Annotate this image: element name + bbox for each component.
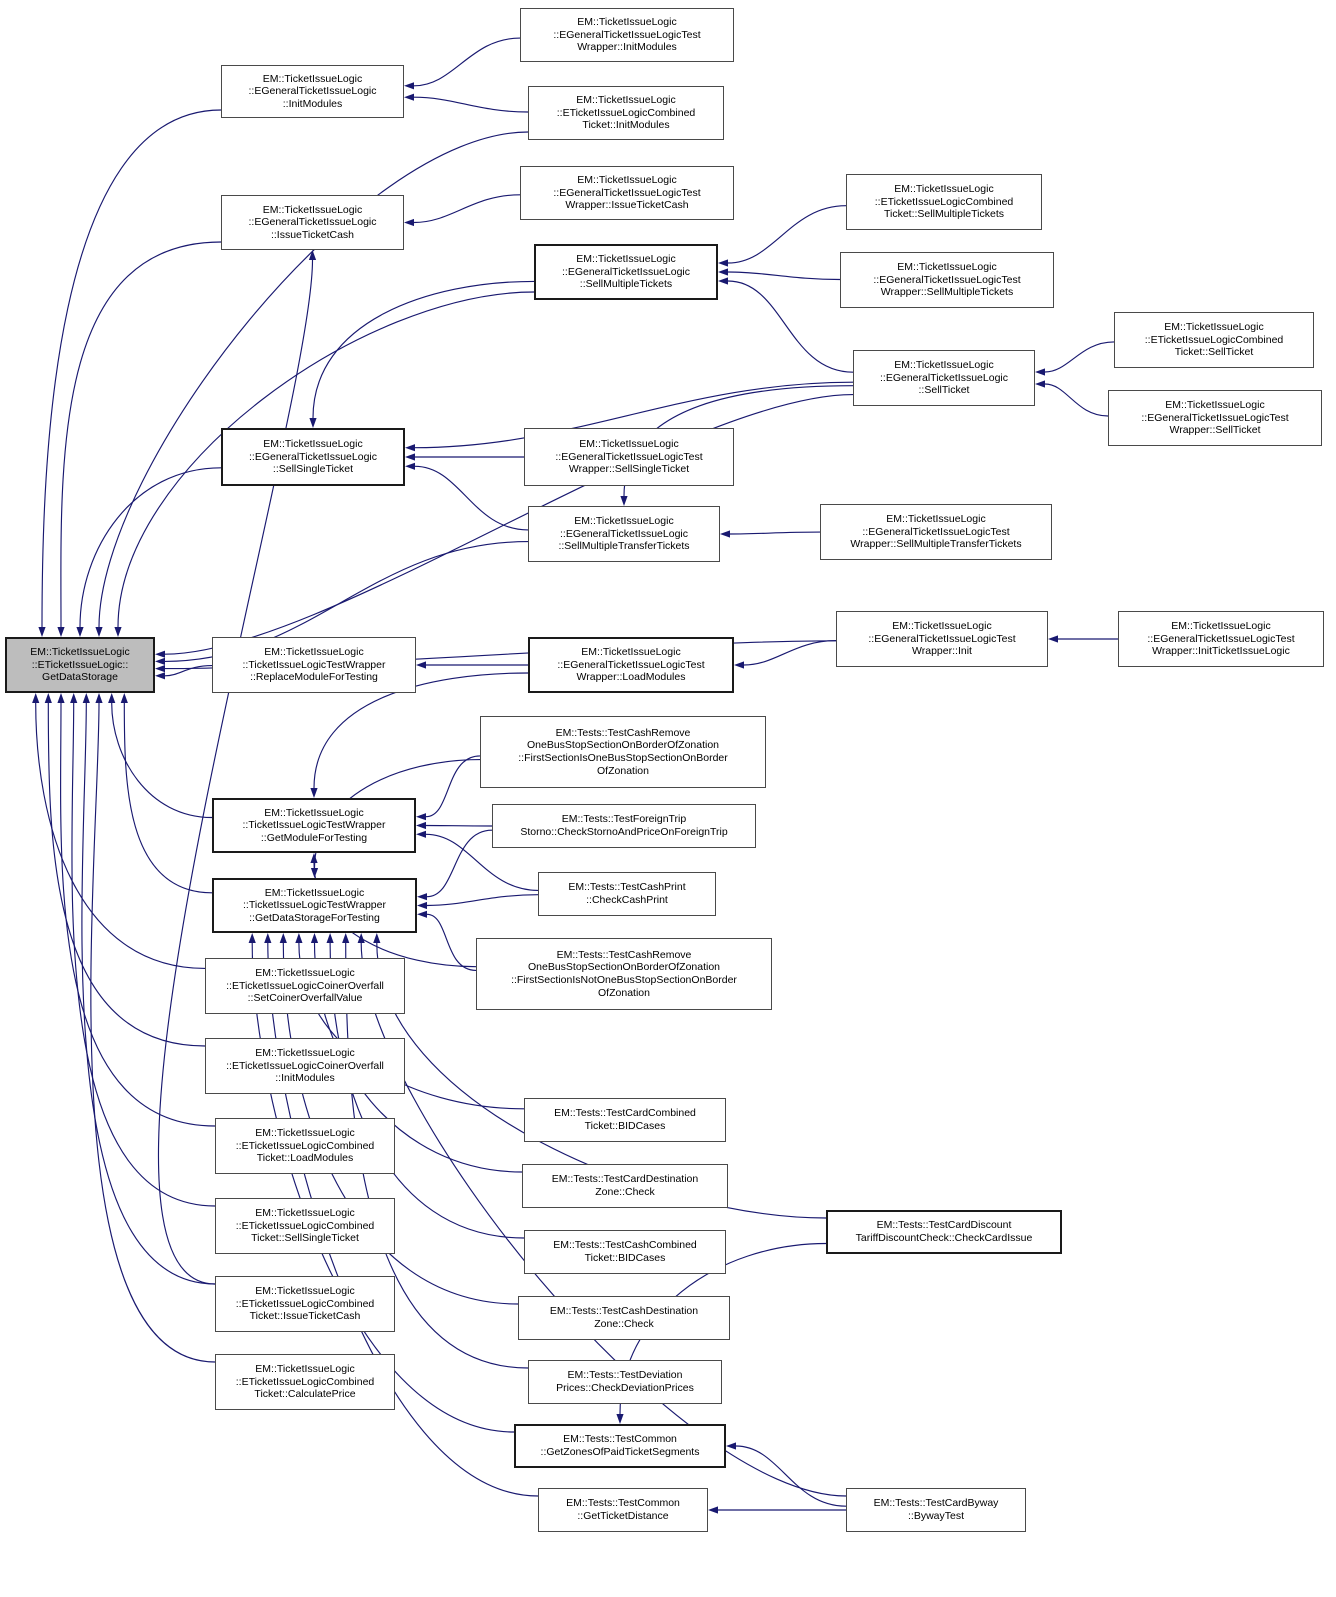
- graph-node-label-line: EM::TicketIssueLogic: [894, 359, 994, 372]
- graph-node-label-line: Wrapper::SellTicket: [1169, 424, 1261, 437]
- call-edge-arrowhead: [249, 933, 256, 943]
- graph-node-gSellSingle[interactable]: [221, 428, 405, 486]
- call-edge-arrowhead: [416, 831, 426, 838]
- call-edge-arrowhead: [620, 496, 627, 506]
- graph-node-label-line: ::EGeneralTicketIssueLogic: [561, 265, 690, 278]
- call-edge-arrowhead: [417, 893, 427, 900]
- call-edge-cashRemove2-to-getDataStorageT: [427, 914, 476, 970]
- graph-node-getZones[interactable]: [514, 1424, 726, 1468]
- graph-node-gIssue[interactable]: [221, 195, 404, 250]
- graph-node-gSellMulti[interactable]: [534, 244, 718, 300]
- call-edge-arrowhead: [57, 693, 64, 703]
- graph-node-label-line: Zone::Check: [594, 1318, 654, 1330]
- graph-node-label-line: EM::TicketIssueLogic: [579, 438, 679, 451]
- call-edge-cSellSingle-to-root: [72, 703, 215, 1206]
- graph-node-label-line: ::EGeneralTicketIssueLogicTest: [1147, 632, 1295, 645]
- call-edge-arrowhead: [45, 693, 52, 703]
- graph-node-label-line: ::EGeneralTicketIssueLogic: [879, 371, 1008, 384]
- graph-node-label-line: ::EGeneralTicketIssueLogicTest: [553, 28, 701, 41]
- call-edge-arrowhead: [342, 933, 349, 943]
- call-edge-cIssueCash-to-root: [82, 703, 215, 1284]
- call-edge-gSellTicket-to-gSellMulti: [728, 281, 853, 372]
- call-edge-arrowhead: [416, 661, 426, 668]
- graph-node-cLoadModules[interactable]: [215, 1118, 395, 1174]
- graph-node-label-line: EM::TicketIssueLogic: [577, 174, 677, 187]
- call-edge-arrowhead: [405, 444, 415, 451]
- call-edge-arrowhead: [295, 933, 302, 943]
- graph-node-label-line: EM::Tests::TestForeignTrip: [561, 813, 687, 826]
- graph-node-label-line: ::InitModules: [282, 97, 343, 110]
- graph-node-label-line: EM::TicketIssueLogic: [581, 646, 681, 659]
- call-edge-arrowhead: [264, 933, 271, 943]
- graph-node-label-line: EM::TicketIssueLogic: [255, 1207, 355, 1220]
- call-edge-arrowhead: [373, 933, 380, 943]
- graph-node-label-line: ::EGeneralTicketIssueLogicTest: [868, 632, 1016, 645]
- graph-node-cIssueCash[interactable]: [215, 1276, 395, 1332]
- call-edge-arrowhead: [718, 277, 728, 284]
- call-edge-getDataStorageT-to-root: [124, 703, 212, 893]
- graph-node-gSellMultiTransfer[interactable]: [528, 506, 720, 562]
- graph-node-label-line: ::EGeneralTicketIssueLogic: [248, 450, 377, 463]
- call-edge-arrowhead: [310, 788, 317, 798]
- call-edge-arrowhead: [95, 693, 102, 703]
- call-edge-arrowhead: [114, 627, 121, 637]
- graph-node-replaceModule[interactable]: [212, 637, 416, 693]
- call-edge-gInit-to-root: [42, 110, 221, 627]
- call-edge-arrowhead: [95, 627, 102, 637]
- graph-node-label-line: EM::TicketIssueLogic: [574, 515, 674, 528]
- graph-node-label-line: ::EGeneralTicketIssueLogicTest: [1141, 411, 1289, 424]
- graph-node-label-line: EM::TicketIssueLogic: [576, 253, 676, 266]
- call-edge-arrowhead: [404, 94, 414, 101]
- graph-node-cCalcPrice[interactable]: [215, 1354, 395, 1410]
- graph-node-label-line: EM::TicketIssueLogic: [263, 438, 363, 451]
- graph-node-root: [5, 637, 155, 693]
- graph-node-label-line: EM::TicketIssueLogic: [262, 72, 363, 85]
- call-edge-arrowhead: [417, 911, 427, 918]
- call-edge-arrowhead: [310, 853, 317, 863]
- graph-node-cashRemove2[interactable]: [476, 938, 772, 1010]
- graph-node-gInit[interactable]: [221, 65, 404, 118]
- graph-node-wLoadModules[interactable]: [528, 637, 734, 693]
- graph-node-label-line: ::ETicketIssueLogicCoinerOverfall: [226, 1059, 384, 1072]
- call-edge-arrowhead: [1035, 380, 1045, 387]
- graph-node-label-line: Storno::CheckStornoAndPriceOnForeignTrip: [520, 826, 728, 838]
- call-edge-arrowhead: [1048, 635, 1058, 642]
- graph-node-label-line: ::IssueTicketCash: [270, 228, 355, 241]
- graph-node-label-line: GetDataStorage: [42, 671, 118, 684]
- graph-node-label-line: EM::TicketIssueLogic: [1165, 399, 1265, 412]
- graph-node-label-line: ::GetTicketDistance: [577, 1510, 669, 1522]
- graph-node-label-line: ::ETicketIssueLogicCombined: [235, 1139, 375, 1152]
- graph-node-label-line: EM::TicketIssueLogic: [255, 967, 355, 980]
- graph-node-cSellSingle[interactable]: [215, 1198, 395, 1254]
- graph-node-label-line: EM::Tests::TestCardDestination: [551, 1173, 699, 1186]
- graph-node-label-line: ::ReplaceModuleForTesting: [250, 671, 378, 684]
- graph-node-label-line: EM::TicketIssueLogic: [255, 1047, 355, 1060]
- graph-node-label-line: EM::Tests::TestCommon: [566, 1497, 680, 1510]
- call-edge-arrowhead: [405, 463, 415, 470]
- graph-node-bywayTest[interactable]: [846, 1488, 1026, 1532]
- graph-node-label-line: ::FirstSectionIsNotOneBusStopSectionOnBorder: [511, 974, 737, 986]
- graph-node-label-line: EM::TicketIssueLogic: [264, 806, 364, 819]
- graph-node-getModule[interactable]: [212, 798, 416, 853]
- graph-node-cardDiscount[interactable]: [826, 1210, 1062, 1254]
- graph-node-label-line: EM::TicketIssueLogic: [255, 1127, 355, 1140]
- call-edge-arrowhead: [155, 672, 165, 679]
- call-edge-arrowhead: [155, 665, 165, 672]
- graph-node-label-line: Ticket::SellSingleTicket: [251, 1232, 359, 1245]
- graph-node-cSellMulti[interactable]: [846, 174, 1042, 230]
- graph-node-label-line: ::EGeneralTicketIssueLogicTest: [862, 525, 1010, 538]
- call-edge-arrowhead: [1035, 368, 1045, 375]
- graph-node-label-line: ::GetDataStorageForTesting: [249, 911, 380, 924]
- graph-node-label-line: EM::Tests::TestCashDestination: [549, 1305, 699, 1318]
- call-edge-wInit-to-gInit: [414, 38, 520, 86]
- call-edge-arrowhead: [76, 627, 83, 637]
- graph-node-label-line: ::TicketIssueLogicTestWrapper: [242, 819, 386, 832]
- graph-node-label-line: ::TicketIssueLogicTestWrapper: [242, 658, 386, 671]
- call-edge-wInitTW-to-wLoadModules: [744, 641, 836, 665]
- call-edge-arrowhead: [404, 219, 414, 226]
- graph-node-label-line: ::CheckCashPrint: [586, 894, 668, 906]
- graph-node-label-line: ::ETicketIssueLogicCombined: [1144, 333, 1284, 346]
- call-edge-arrowhead: [417, 902, 427, 909]
- graph-node-label-line: ::ETicketIssueLogicCoinerOverfall: [226, 979, 384, 992]
- graph-node-label-line: EM::TicketIssueLogic: [1171, 620, 1271, 633]
- call-edge-getModule-to-root: [112, 703, 212, 818]
- graph-node-wSellMultiTransfer[interactable]: [820, 504, 1052, 560]
- graph-node-label-line: ::ETicketIssueLogic::: [31, 658, 129, 671]
- graph-node-label-line: Wrapper::IssueTicketCash: [565, 199, 689, 212]
- call-edge-arrowhead: [416, 822, 426, 829]
- graph-node-cardDestCheck[interactable]: [522, 1164, 728, 1208]
- call-edge-gSellMulti-to-gSellSingle: [313, 281, 534, 418]
- call-edge-gIssue-to-root: [61, 242, 221, 627]
- graph-node-wSellMulti[interactable]: [840, 252, 1054, 308]
- graph-node-label-line: EM::Tests::TestDeviation: [567, 1369, 683, 1382]
- call-edge-arrowhead: [416, 813, 426, 820]
- graph-node-label-line: ::SellSingleTicket: [272, 463, 354, 476]
- graph-node-label-line: Ticket::BIDCases: [584, 1252, 666, 1264]
- graph-node-label-line: EM::TicketIssueLogic: [264, 646, 364, 659]
- call-edge-wSellTicket-to-gSellTicket: [1045, 384, 1108, 416]
- graph-node-wSellTicket[interactable]: [1108, 390, 1322, 446]
- call-edge-arrowhead: [720, 530, 730, 537]
- graph-node-label-line: ::GetZonesOfPaidTicketSegments: [540, 1446, 700, 1458]
- graph-node-label-line: Wrapper::SellMultipleTransferTickets: [850, 538, 1022, 551]
- graph-node-wInit[interactable]: [520, 8, 734, 62]
- call-edge-arrowhead: [38, 627, 45, 637]
- call-edge-bywayTest-to-getZones: [736, 1446, 846, 1506]
- graph-node-label-line: EM::TicketIssueLogic: [892, 620, 992, 633]
- call-edge-wIssue-to-gIssue: [414, 195, 520, 223]
- call-edge-arrowhead: [405, 453, 415, 460]
- call-edge-arrowhead: [309, 250, 316, 260]
- graph-node-label-line: EM::TicketIssueLogic: [255, 1285, 355, 1298]
- graph-node-label-line: ::ETicketIssueLogicCombined: [874, 195, 1014, 208]
- graph-node-getTicketDist[interactable]: [538, 1488, 708, 1532]
- call-edge-arrowhead: [70, 693, 77, 703]
- call-edge-arrowhead: [309, 418, 316, 428]
- call-edge-replaceModule-to-root: [165, 666, 212, 676]
- graph-node-label-line: EM::TicketIssueLogic: [897, 261, 997, 274]
- graph-node-label-line: ::ETicketIssueLogicCombined: [235, 1297, 375, 1310]
- graph-node-label-line: Wrapper::SellMultipleTickets: [880, 286, 1014, 299]
- graph-node-label-line: ::EGeneralTicketIssueLogicTest: [873, 273, 1021, 286]
- graph-node-label-line: EM::Tests::TestCashPrint: [568, 881, 686, 894]
- graph-node-label-line: ::EGeneralTicketIssueLogicTest: [557, 658, 705, 671]
- graph-node-label-line: ::SellMultipleTickets: [579, 278, 673, 291]
- graph-node-label-line: Ticket::LoadModules: [256, 1152, 354, 1165]
- graph-node-label-line: ::ETicketIssueLogicCombined: [235, 1375, 375, 1388]
- graph-node-cashDestCheck[interactable]: [518, 1296, 730, 1340]
- graph-node-label-line: EM::TicketIssueLogic: [886, 513, 986, 526]
- graph-node-label-line: Ticket::SellMultipleTickets: [883, 208, 1004, 221]
- call-edge-arrowhead: [718, 259, 728, 266]
- graph-node-label-line: ::EGeneralTicketIssueLogic: [559, 527, 688, 540]
- graph-node-cashPrint[interactable]: [538, 872, 716, 916]
- call-edge-arrowhead: [311, 868, 318, 878]
- graph-node-label-line: OfZonation: [597, 764, 649, 777]
- call-edge-bywayTest-to-getDataStorageT: [361, 943, 846, 1496]
- graph-node-label-line: EM::TicketIssueLogic: [576, 94, 676, 107]
- call-edge-arrowhead: [708, 1506, 718, 1513]
- graph-node-label-line: EM::TicketIssueLogic: [264, 886, 365, 899]
- graph-node-label-line: Wrapper::Init: [912, 645, 972, 658]
- graph-node-label-line: ::FirstSectionIsOneBusStopSectionOnBorder: [518, 752, 728, 764]
- graph-node-label-line: EM::Tests::TestCardCombined: [554, 1107, 696, 1120]
- graph-node-label-line: ::ETicketIssueLogicCombined: [235, 1219, 375, 1232]
- graph-node-coinerInit[interactable]: [205, 1038, 405, 1094]
- graph-node-label-line: Ticket::SellTicket: [1174, 346, 1254, 359]
- call-edge-wSellMultiTransfer-to-gSellMultiTransfer: [730, 532, 820, 534]
- graph-node-cSellTicket[interactable]: [1114, 312, 1314, 368]
- graph-node-label-line: ::ETicketIssueLogicCombined: [556, 106, 696, 119]
- graph-node-label-line: ::SellTicket: [918, 384, 970, 397]
- graph-node-label-line: OfZonation: [598, 986, 650, 999]
- graph-node-label-line: Wrapper::InitModules: [577, 41, 677, 54]
- call-edge-arrowhead: [734, 661, 744, 668]
- call-edge-arrowhead: [311, 933, 318, 943]
- graph-node-label-line: OneBusStopSectionOnBorderOfZonation: [527, 961, 721, 974]
- graph-node-gSellTicket[interactable]: [853, 350, 1035, 406]
- call-edge-cashPrint-to-getDataStorageT: [427, 895, 538, 906]
- call-edge-arrowhead: [108, 693, 115, 703]
- graph-node-label-line: Ticket::CalculatePrice: [254, 1388, 356, 1401]
- call-edge-arrowhead: [327, 933, 334, 943]
- graph-node-wIssue[interactable]: [520, 166, 734, 220]
- call-edge-cSellMulti-to-gSellMulti: [728, 206, 846, 263]
- graph-node-label-line: EM::Tests::TestCardDiscount: [876, 1219, 1012, 1232]
- graph-node-label-line: ::InitModules: [275, 1072, 335, 1085]
- call-edge-gSellMultiTransfer-to-gSellSingle: [415, 466, 528, 530]
- graph-node-cInit[interactable]: [528, 86, 724, 140]
- graph-node-label-line: EM::TicketIssueLogic: [255, 1363, 355, 1376]
- graph-node-label-line: ::TicketIssueLogicTestWrapper: [243, 899, 386, 912]
- graph-node-label-line: EM::TicketIssueLogic: [30, 646, 130, 659]
- call-edge-arrowhead: [57, 627, 64, 637]
- graph-node-label-line: EM::Tests::TestCashRemove: [555, 726, 691, 739]
- graph-node-label-line: Prices::CheckDeviationPrices: [556, 1382, 694, 1394]
- graph-node-label-line: Ticket::BIDCases: [584, 1120, 666, 1132]
- call-edge-arrowhead: [83, 693, 90, 703]
- call-edge-foreignTrip-to-getDataStorageT: [427, 830, 492, 897]
- call-edge-cashRemove1-to-getModule: [426, 756, 480, 817]
- graph-node-label-line: Zone::Check: [595, 1186, 655, 1198]
- graph-node-label-line: Wrapper::SellSingleTicket: [568, 463, 690, 476]
- graph-node-label-line: EM::TicketIssueLogic: [262, 203, 363, 216]
- call-edge-arrowhead: [155, 651, 165, 658]
- graph-node-label-line: ::EGeneralTicketIssueLogicTest: [553, 186, 701, 199]
- graph-node-label-line: Wrapper::InitTicketIssueLogic: [1152, 645, 1290, 658]
- graph-node-label-line: ::BywayTest: [907, 1510, 965, 1522]
- graph-node-label-line: EM::Tests::TestCashCombined: [553, 1239, 697, 1252]
- call-edge-cCalcPrice-to-root: [91, 703, 215, 1362]
- call-edge-cLoadModules-to-root: [61, 703, 215, 1126]
- graph-node-label-line: ::EGeneralTicketIssueLogicTest: [555, 450, 703, 463]
- graph-node-label-line: EM::TicketIssueLogic: [1164, 321, 1264, 334]
- graph-node-label-line: Ticket::IssueTicketCash: [249, 1310, 361, 1323]
- call-edge-arrowhead: [32, 693, 39, 703]
- graph-node-label-line: EM::Tests::TestCardByway: [873, 1497, 999, 1510]
- call-edge-cSellTicket-to-gSellTicket: [1045, 342, 1114, 372]
- call-edge-wSellMulti-to-gSellMulti: [728, 272, 840, 280]
- graph-node-label-line: Wrapper::LoadModules: [576, 671, 686, 684]
- graph-node-wInitTIL[interactable]: [1118, 611, 1324, 667]
- graph-node-cashCombBID[interactable]: [524, 1230, 726, 1274]
- graph-node-label-line: ::GetModuleForTesting: [260, 831, 368, 844]
- call-edge-arrowhead: [726, 1442, 736, 1449]
- graph-node-label-line: ::EGeneralTicketIssueLogic: [248, 216, 377, 229]
- graph-node-label-line: OneBusStopSectionOnBorderOfZonation: [526, 739, 720, 752]
- call-edge-arrowhead: [280, 933, 287, 943]
- graph-node-setCoiner[interactable]: [205, 958, 405, 1014]
- call-edge-arrowhead: [404, 82, 414, 89]
- graph-node-wSellSingle[interactable]: [524, 428, 734, 486]
- call-edge-arrowhead: [121, 693, 128, 703]
- graph-node-label-line: ::EGeneralTicketIssueLogic: [248, 85, 377, 98]
- graph-node-getDataStorageT[interactable]: [212, 878, 417, 933]
- graph-node-label-line: TariffDiscountCheck::CheckCardIssue: [855, 1232, 1033, 1244]
- graph-node-label-line: EM::TicketIssueLogic: [577, 16, 677, 29]
- graph-node-label-line: ::SellMultipleTransferTickets: [558, 540, 690, 553]
- call-edge-foreignTrip-to-getModule: [426, 826, 492, 827]
- graph-node-cardCombBID[interactable]: [524, 1098, 726, 1142]
- graph-node-cashRemove1[interactable]: [480, 716, 766, 788]
- graph-node-label-line: ::SetCoinerOverfallValue: [247, 992, 363, 1005]
- graph-node-label-line: EM::Tests::TestCommon: [563, 1433, 677, 1446]
- call-edge-arrowhead: [616, 1414, 623, 1424]
- call-edge-arrowhead: [155, 658, 165, 665]
- graph-node-deviationPrices[interactable]: [528, 1360, 722, 1404]
- graph-node-foreignTrip[interactable]: [492, 804, 756, 848]
- graph-node-label-line: Ticket::InitModules: [582, 119, 670, 132]
- call-edge-cInit-to-gInit: [414, 97, 528, 112]
- call-edge-arrowhead: [358, 933, 365, 943]
- graph-node-label-line: EM::Tests::TestCashRemove: [556, 948, 692, 961]
- graph-node-wInitTW[interactable]: [836, 611, 1048, 667]
- graph-node-label-line: EM::TicketIssueLogic: [894, 183, 994, 196]
- call-edge-arrowhead: [718, 268, 728, 275]
